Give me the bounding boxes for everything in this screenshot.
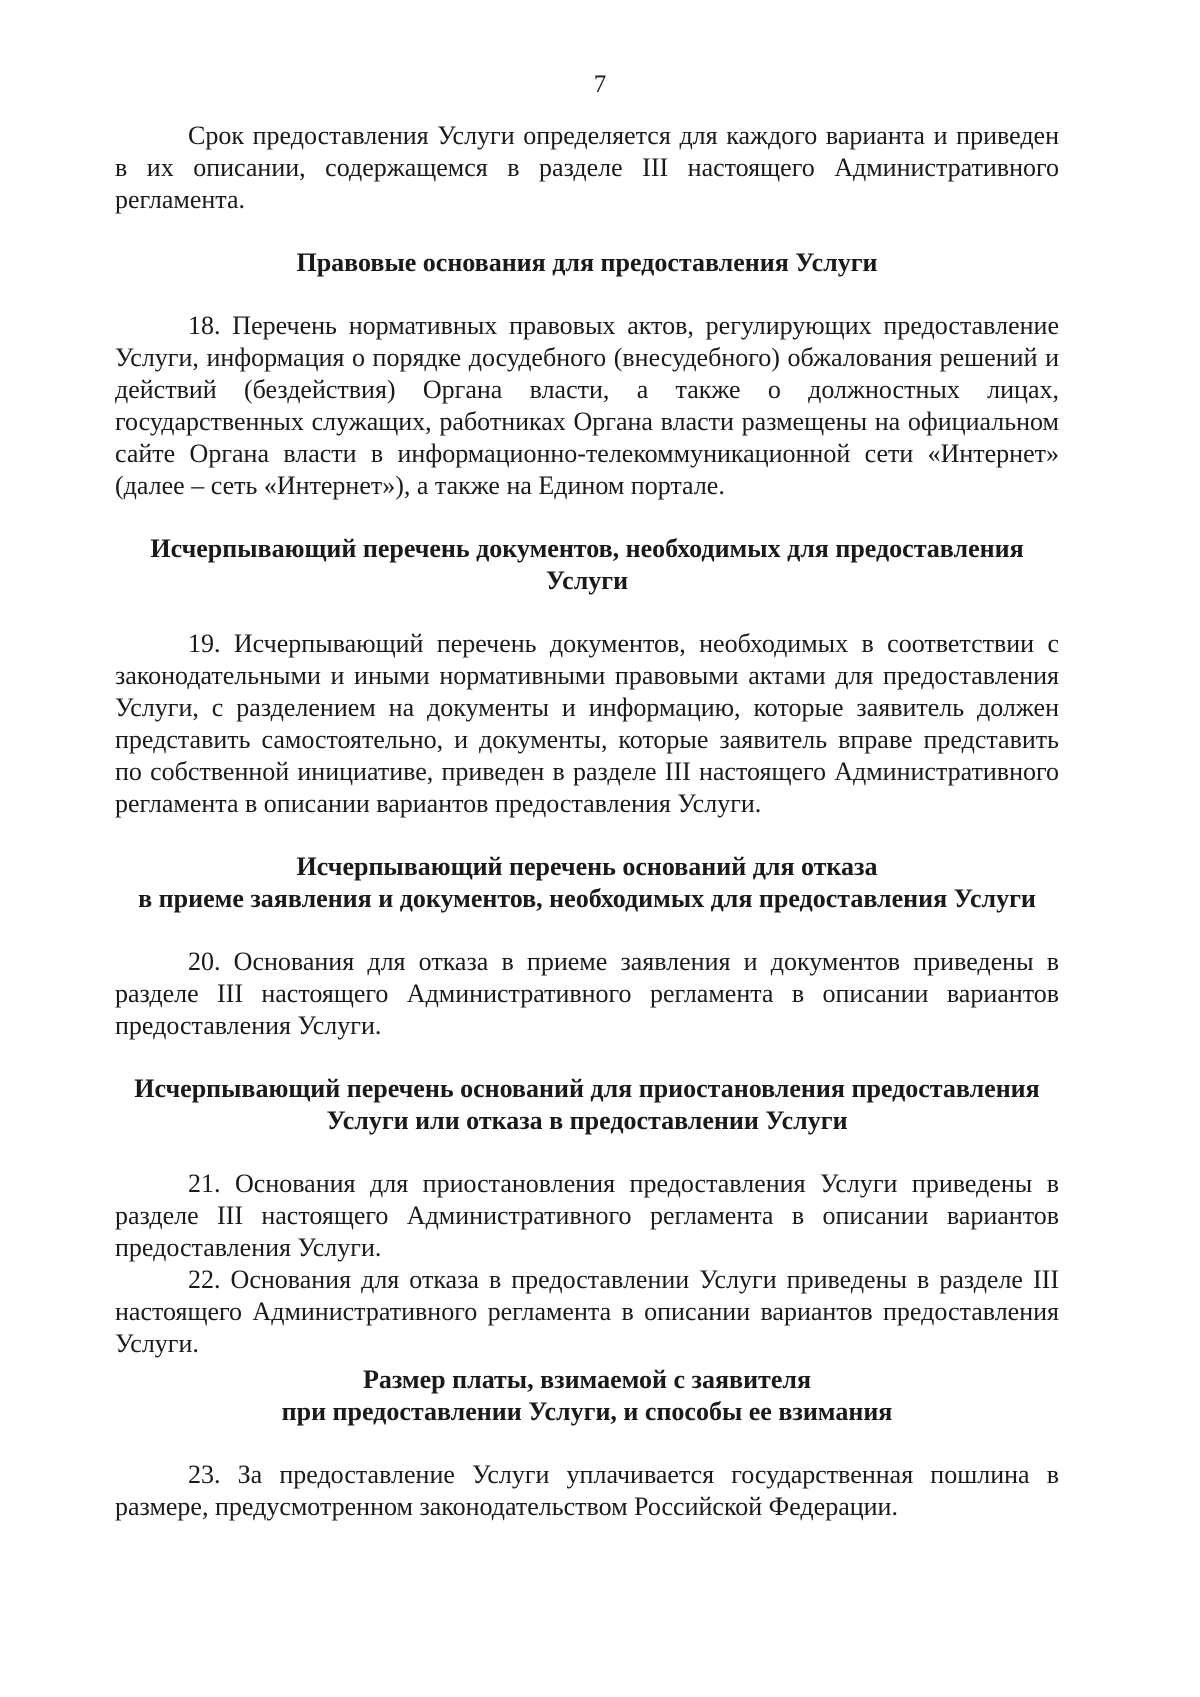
heading-refusal-line-1: Исчерпывающий перечень оснований для отказа	[296, 852, 878, 881]
heading-fee-line-1: Размер платы, взимаемой с заявителя	[362, 1365, 812, 1394]
heading-documents-line-2: Услуги	[545, 566, 629, 595]
paragraph-20: 20. Основания для отказа в приеме заявления и документов приведены в разделе III настоящего Административного регламента в описании вариантов предоставления Услуги.	[115, 947, 1059, 1040]
heading-fee-line-2: при предоставлении Услуги, и способы ее взимания	[281, 1397, 893, 1426]
heading-suspension	[115, 1073, 1059, 1137]
heading-refusal-line-2: в приеме заявления и документов, необходимых для предоставления Услуги	[138, 884, 1036, 913]
heading-legal-basis: Правовые основания для предоставления Услуги	[296, 248, 878, 277]
intro-paragraph: Срок предоставления Услуги определяется для каждого варианта и приведен в их описании, содержащемся в разделе III настоящего Административного регламента.	[115, 121, 1059, 214]
heading-documents-list	[115, 533, 1059, 597]
heading-suspension-line-2: Услуги или отказа в предоставлении Услуги	[326, 1106, 848, 1135]
paragraph-18: 18. Перечень нормативных правовых актов, регулирующих предоставление Услуги, информация о порядке досудебного (внесудебного) обжалования решений и действий (бездействия) Органа власти, а также о должностных лицах, государственных служащих, работниках Органа власти размещены на официальном сайте Органа власти в информационно-телекоммуникационной сети «Интернет» (далее – сеть «Интернет»), а также на Едином портале.	[115, 311, 1059, 500]
page-content	[115, 120, 1059, 1523]
paragraph-22: 22. Основания для отказа в предоставлении Услуги приведены в разделе III настоящего Административного регламента в описании вариантов предоставления Услуги.	[115, 1265, 1059, 1358]
heading-refusal-acceptance	[115, 851, 1059, 915]
page-number: 7	[593, 71, 607, 98]
paragraph-23: 23. За предоставление Услуги уплачивается государственная пошлина в размере, предусмотренном законодательством Российской Федерации.	[115, 1460, 1059, 1521]
heading-fee	[115, 1364, 1059, 1428]
paragraph-21: 21. Основания для приостановления предоставления Услуги приведены в разделе III настоящего Административного регламента в описании вариантов предоставления Услуги.	[115, 1169, 1059, 1262]
heading-suspension-line-1: Исчерпывающий перечень оснований для приостановления предоставления	[134, 1074, 1040, 1103]
paragraph-19: 19. Исчерпывающий перечень документов, необходимых в соответствии с законодательными и иными нормативными правовыми актами для предоставления Услуги, с разделением на документы и информацию, которые заявитель должен представить самостоятельно, и документы, которые заявитель вправе представить по собственной инициативе, приведен в разделе III настоящего Административного регламента в описании вариантов предоставления Услуги.	[115, 629, 1059, 818]
heading-documents-line-1: Исчерпывающий перечень документов, необходимых для предоставления	[150, 534, 1024, 563]
